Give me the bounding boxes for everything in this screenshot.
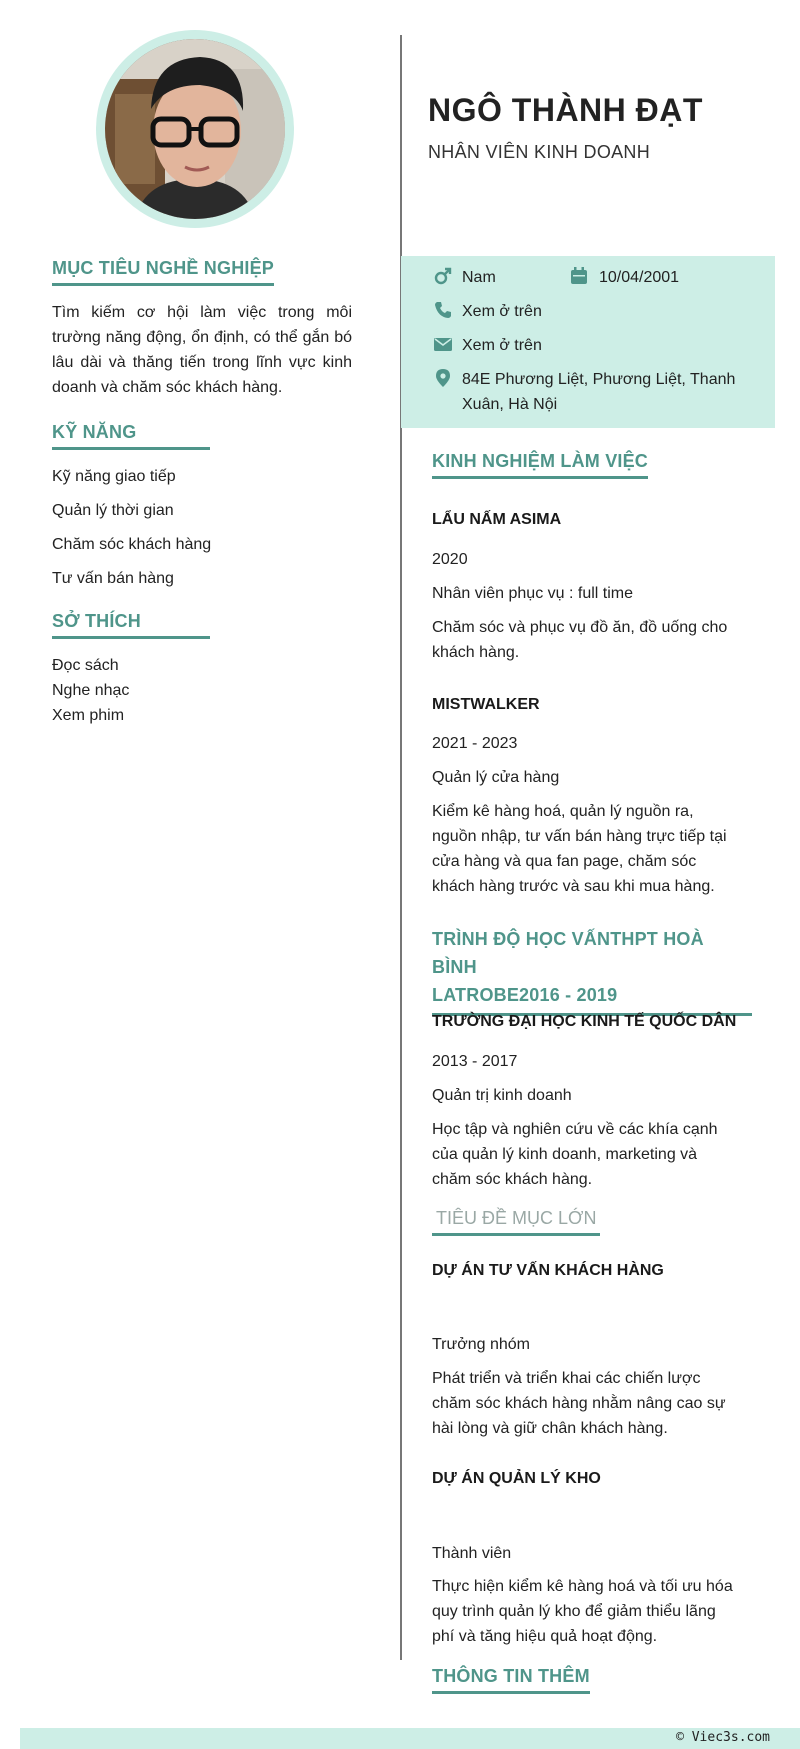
- hobby-item: Nghe nhạc: [52, 682, 130, 699]
- job-desc-line: khách hàng.: [432, 644, 520, 661]
- education-title-line-2: LATROBE2016 - 2019: [432, 985, 618, 1005]
- dob-value: 10/04/2001: [599, 269, 680, 286]
- hobbies-section: [52, 611, 352, 728]
- phone-icon: [433, 300, 453, 320]
- project-role: Thành viên: [432, 1545, 512, 1562]
- project-desc-line: hài lòng và giữ chân khách hàng.: [432, 1420, 668, 1437]
- project-desc-line: chăm sóc khách hàng nhằm nâng cao sự: [432, 1395, 726, 1412]
- project-desc-line: Phát triển và triển khai các chiến lược: [432, 1370, 701, 1387]
- candidate-name: NGÔ THÀNH ĐẠT: [428, 92, 703, 128]
- project-entry: [432, 1470, 752, 1488]
- skill-item: Chăm sóc khách hàng: [52, 536, 212, 553]
- project-name: DỰ ÁN QUẢN LÝ KHO: [432, 1470, 601, 1487]
- email-icon: [433, 334, 453, 354]
- address-line-1: 84E Phương Liệt, Phương Liệt, Thanh: [462, 371, 736, 388]
- school-major: Quản trị kinh doanh: [432, 1087, 572, 1104]
- hobbies-title: SỞ THÍCH: [52, 611, 210, 639]
- objective-section: [52, 258, 352, 400]
- skill-item: Kỹ năng giao tiếp: [52, 468, 176, 485]
- job-company: LẨU NẤM ASIMA: [432, 511, 562, 528]
- job-description: [432, 799, 752, 899]
- project-name: DỰ ÁN TƯ VẤN KHÁCH HÀNG: [432, 1262, 664, 1279]
- job-period: 2020: [432, 551, 468, 568]
- education-section: [432, 925, 752, 1016]
- job-description: [432, 615, 752, 665]
- extra-title: THÔNG TIN THÊM: [432, 1666, 590, 1694]
- candidate-role: NHÂN VIÊN KINH DOANH: [428, 142, 651, 162]
- hobby-item: Xem phim: [52, 707, 125, 724]
- projects-title: TIÊU ĐỀ MỤC LỚN: [432, 1208, 600, 1236]
- objective-text: Tìm kiếm cơ hội làm việc trong môi trường năng động, ổn định, có thể gắn bó lâu dài và thăng tiến trong lĩnh vực kinh doanh và chăm sóc khách hàng.: [52, 304, 352, 396]
- job-desc-line: Kiểm kê hàng hoá, quản lý nguồn ra,: [432, 803, 694, 820]
- projects-section: [432, 1208, 752, 1236]
- hobby-item: Đọc sách: [52, 657, 119, 674]
- avatar-photo: [105, 39, 285, 219]
- extra-section: [432, 1666, 752, 1694]
- job-entry: [432, 511, 752, 529]
- job-entry: [432, 696, 752, 714]
- contact-panel: [401, 256, 775, 428]
- school-name-row: [432, 1013, 752, 1031]
- job-position: Quản lý cửa hàng: [432, 769, 560, 786]
- job-desc-line: nguồn nhập, tư vấn bán hàng trực tiếp tại: [432, 828, 727, 845]
- email-value: Xem ở trên: [462, 337, 542, 354]
- phone-value: Xem ở trên: [462, 303, 542, 320]
- job-desc-line: cửa hàng và qua fan page, chăm sóc: [432, 853, 697, 870]
- job-company: MISTWALKER: [432, 696, 540, 713]
- footer-bar: [20, 1728, 800, 1749]
- school-description: [432, 1117, 752, 1192]
- skills-title: KỸ NĂNG: [52, 422, 210, 450]
- school-desc-line: của quản lý kinh doanh, marketing và: [432, 1146, 698, 1163]
- job-desc-line: khách hàng trước và sau khi mua hàng.: [432, 878, 715, 895]
- skill-item: Quản lý thời gian: [52, 502, 174, 519]
- avatar: [105, 39, 285, 219]
- job-desc-line: Chăm sóc và phục vụ đồ ăn, đồ uống cho: [432, 619, 728, 636]
- school-name: TRƯỜNG ĐẠI HỌC KINH TẾ QUỐC DÂN: [432, 1013, 737, 1030]
- project-role: Trưởng nhóm: [432, 1336, 530, 1353]
- gender-icon: [433, 266, 453, 286]
- experience-title: KINH NGHIỆM LÀM VIỆC: [432, 451, 648, 479]
- gender-value: Nam: [462, 269, 496, 286]
- project-desc-line: quy trình quản lý kho để giảm thiểu lãng: [432, 1603, 716, 1620]
- location-icon: [433, 368, 453, 388]
- education-title: [432, 925, 752, 1016]
- project-desc-line: Thực hiện kiểm kê hàng hoá và tối ưu hóa: [432, 1578, 733, 1595]
- avatar-frame: [96, 30, 294, 228]
- skills-section: [52, 422, 352, 591]
- job-period: 2021 - 2023: [432, 735, 518, 752]
- education-title-line-1: TRÌNH ĐỘ HỌC VẤNTHPT HOÀ BÌNH: [432, 929, 704, 977]
- project-description: [432, 1574, 752, 1649]
- school-desc-line: chăm sóc khách hàng.: [432, 1171, 593, 1188]
- project-description: [432, 1366, 752, 1441]
- footer-credit[interactable]: © Viec3s.com: [676, 1730, 770, 1745]
- school-desc-line: Học tập và nghiên cứu về các khía cạnh: [432, 1121, 718, 1138]
- skill-item: Tư vấn bán hàng: [52, 570, 174, 587]
- job-position: Nhân viên phục vụ : full time: [432, 585, 633, 602]
- calendar-icon: [569, 266, 589, 286]
- school-period: 2013 - 2017: [432, 1053, 518, 1070]
- objective-title: MỤC TIÊU NGHỀ NGHIỆP: [52, 258, 274, 286]
- project-entry: [432, 1262, 752, 1280]
- address-line-2: Xuân, Hà Nội: [462, 396, 558, 413]
- project-desc-line: phí và tăng hiệu quả hoạt động.: [432, 1628, 658, 1645]
- experience-section: [432, 451, 752, 479]
